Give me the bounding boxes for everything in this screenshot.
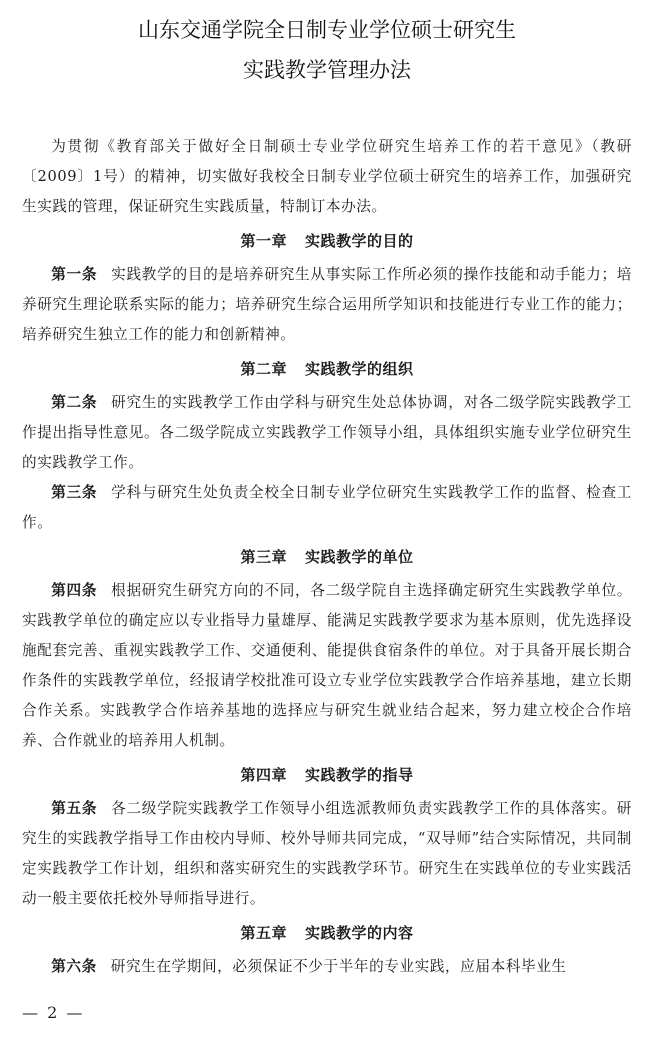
document-page: [22, 10, 632, 982]
article-2: [22, 388, 632, 478]
chapter-name: 实践教学的内容: [305, 924, 414, 942]
document-title-line-2: 实践教学管理办法: [243, 58, 411, 82]
article-text: 研究生的实践教学工作由学科与研究生处总体协调，对各二级学院实践教学工作提出指导性意见。各二级学院成立实践教学工作领导小组，具体组织实施专业学位研究生的实践教学工作。: [22, 394, 632, 471]
article-text: 研究生在学期间，必须保证不少于半年的专业实践，应届本科毕业生: [110, 958, 567, 975]
article-6: [22, 952, 632, 982]
chapter-name: 实践教学的指导: [305, 766, 414, 784]
chapter-1-heading: [22, 226, 632, 256]
article-1: [22, 260, 632, 350]
chapter-3-heading: [22, 542, 632, 572]
article-label: 第六条: [51, 958, 97, 975]
chapter-number: 第一章: [240, 232, 287, 250]
article-label: 第一条: [51, 266, 98, 283]
page-number: — 2 —: [22, 1003, 85, 1022]
intro-paragraph: 为贯彻《教育部关于做好全日制硕士专业学位研究生培养工作的若干意见》（教研〔2009〕1号）的精神，切实做好我校全日制专业学位硕士研究生的培养工作，加强研究生实践的管理，保证研究生实践质量，特制订本办法。: [22, 138, 632, 215]
document-title-line-1: 山东交通学院全日制专业学位硕士研究生: [138, 18, 516, 42]
article-label: 第三条: [51, 484, 98, 501]
article-text: 各二级学院实践教学工作领导小组选派教师负责实践教学工作的具体落实。研究生的实践教学指导工作由校内导师、校外导师共同完成，“双导师”结合实际情况，共同制定实践教学工作计划，组织和落实研究生的实践教学环节。研究生在实践单位的专业实践活动一般主要依托校外导师指导进行。: [22, 800, 632, 907]
chapter-number: 第三章: [240, 548, 287, 566]
chapter-2-heading: [22, 354, 632, 384]
article-4: [22, 576, 632, 756]
chapter-number: 第四章: [240, 766, 287, 784]
article-text: 学科与研究生处负责全校全日制专业学位研究生实践教学工作的监督、检查工作。: [22, 484, 632, 531]
chapter-name: 实践教学的目的: [305, 232, 414, 250]
article-5: [22, 794, 632, 914]
chapter-number: 第五章: [240, 924, 287, 942]
chapter-name: 实践教学的单位: [305, 548, 414, 566]
article-label: 第二条: [51, 394, 98, 411]
article-text: 实践教学的目的是培养研究生从事实际工作所必须的操作技能和动手能力；培养研究生理论联系实际的能力；培养研究生综合运用所学知识和技能进行专业工作的能力；培养研究生独立工作的能力和创新精神。: [22, 266, 632, 343]
chapter-4-heading: [22, 760, 632, 790]
article-label: 第四条: [51, 582, 98, 599]
article-text: 根据研究生研究方向的不同，各二级学院自主选择确定研究生实践教学单位。实践教学单位的确定应以专业指导力量雄厚、能满足实践教学要求为基本原则，优先选择设施配套完善、重视实践教学工作、交通便利、能提供食宿条件的单位。对于具备开展长期合作条件的实践教学单位，经报请学校批准可设立专业学位实践教学合作培养基地，建立长期合作关系。实践教学合作培养基地的选择应与研究生就业结合起来，努力建立校企合作培养、合作就业的培养用人机制。: [22, 582, 632, 749]
chapter-name: 实践教学的组织: [305, 360, 414, 378]
chapter-number: 第二章: [240, 360, 287, 378]
article-label: 第五条: [51, 800, 98, 817]
chapter-5-heading: [22, 918, 632, 948]
article-3: [22, 478, 632, 538]
